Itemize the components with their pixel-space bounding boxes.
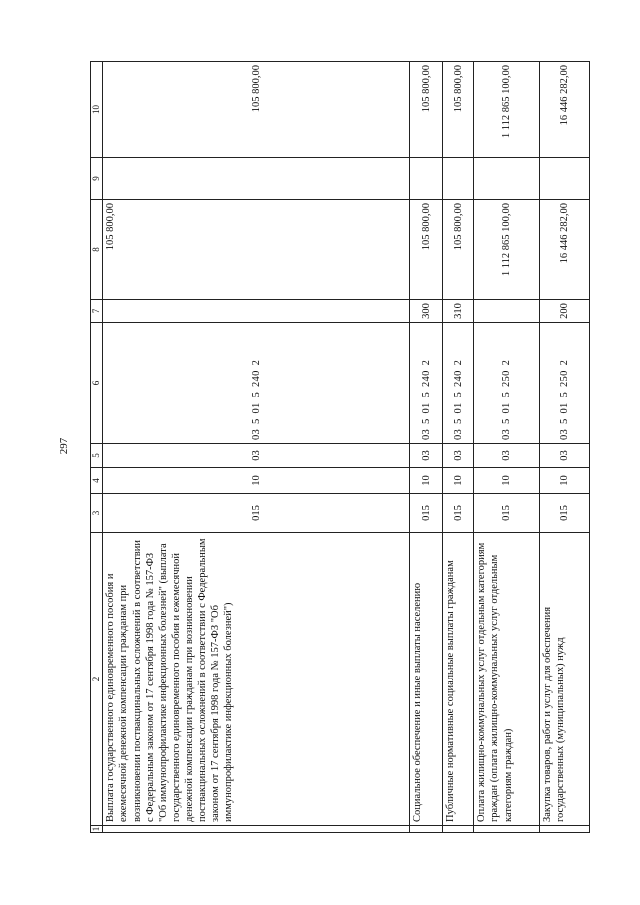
subsection-cell: 03 bbox=[540, 444, 590, 468]
code-cell: 015 bbox=[103, 494, 410, 533]
total-cell: 105 800,00 bbox=[103, 62, 410, 158]
row-index-cell bbox=[410, 826, 443, 833]
target-article-cell: 03 5 01 5 250 2 bbox=[474, 323, 540, 444]
header-cell: 4 bbox=[91, 468, 103, 494]
section-cell: 10 bbox=[540, 468, 590, 494]
table-row bbox=[103, 62, 410, 833]
row-index-cell bbox=[443, 826, 474, 833]
table-row bbox=[443, 62, 474, 833]
header-cell: 10 bbox=[91, 62, 103, 158]
code-cell: 015 bbox=[443, 494, 474, 533]
section-cell: 10 bbox=[103, 468, 410, 494]
header-row bbox=[91, 62, 103, 833]
expense-type-cell: 310 bbox=[443, 300, 474, 323]
header-cell: 9 bbox=[91, 158, 103, 200]
expense-type-cell: 200 bbox=[540, 300, 590, 323]
header-cell: 5 bbox=[91, 444, 103, 468]
description-cell: Выплата государственного единовременного пособия и ежемесячной денежной компенсации гражданам при возникновении поствакцинальных осложнений в соответствии с Федеральным законом от 17 сентября 1998 года № 157-ФЗ "Об иммунопрофилактике инфекционных болезней" (выплата государственного единовременного пособия и ежемесячной денежной компенсации гражданам при возникновении поствакцинальных осложнений в соответствии с Федеральным законом от 17 сентября 1998 года № 157-ФЗ "Об иммунопрофилактике инфекционных болезней") bbox=[103, 533, 410, 826]
amount-cell bbox=[474, 158, 540, 200]
amount-cell bbox=[410, 158, 443, 200]
row-index-cell bbox=[103, 826, 410, 833]
target-article-cell: 03 5 01 5 240 2 bbox=[443, 323, 474, 444]
section-cell: 10 bbox=[443, 468, 474, 494]
header-cell: 2 bbox=[91, 533, 103, 826]
amount-cell bbox=[443, 158, 474, 200]
header-cell: 8 bbox=[91, 200, 103, 300]
total-cell: 105 800,00 bbox=[443, 62, 474, 158]
amount-cell: 16 446 282,00 bbox=[540, 200, 590, 300]
total-cell: 1 112 865 100,00 bbox=[474, 62, 540, 158]
amount-cell: 105 800,00 bbox=[103, 200, 410, 300]
budget-table bbox=[90, 61, 590, 833]
rotated-table-frame bbox=[90, 62, 571, 833]
amount-cell: 105 800,00 bbox=[443, 200, 474, 300]
row-index-cell bbox=[474, 826, 540, 833]
code-cell: 015 bbox=[410, 494, 443, 533]
amount-cell bbox=[103, 158, 410, 200]
row-index-cell bbox=[540, 826, 590, 833]
description-cell: Публичные нормативные социальные выплаты гражданам bbox=[443, 533, 474, 826]
section-cell: 10 bbox=[410, 468, 443, 494]
section-cell: 10 bbox=[474, 468, 540, 494]
expense-type-cell bbox=[103, 300, 410, 323]
expense-type-cell: 300 bbox=[410, 300, 443, 323]
subsection-cell: 03 bbox=[443, 444, 474, 468]
total-cell: 105 800,00 bbox=[410, 62, 443, 158]
code-cell: 015 bbox=[540, 494, 590, 533]
subsection-cell: 03 bbox=[410, 444, 443, 468]
budget-table-container bbox=[90, 62, 571, 833]
total-cell: 16 446 282,00 bbox=[540, 62, 590, 158]
header-cell: 3 bbox=[91, 494, 103, 533]
header-cell: 1 bbox=[91, 826, 101, 832]
table-row bbox=[410, 62, 443, 833]
description-cell: Социальное обеспечение и иные выплаты населению bbox=[410, 533, 443, 826]
header-cell: 7 bbox=[91, 300, 103, 323]
amount-cell bbox=[540, 158, 590, 200]
expense-type-cell bbox=[474, 300, 540, 323]
table-row bbox=[474, 62, 540, 833]
header-cell: 6 bbox=[91, 323, 103, 444]
amount-cell: 105 800,00 bbox=[410, 200, 443, 300]
page-number: 297 bbox=[58, 437, 70, 455]
description-cell: Закупка товаров, работ и услуг для обеспечения государственных (муниципальных) нужд bbox=[540, 533, 590, 826]
target-article-cell: 03 5 01 5 240 2 bbox=[103, 323, 410, 444]
code-cell: 015 bbox=[474, 494, 540, 533]
target-article-cell: 03 5 01 5 240 2 bbox=[410, 323, 443, 444]
target-article-cell: 03 5 01 5 250 2 bbox=[540, 323, 590, 444]
subsection-cell: 03 bbox=[103, 444, 410, 468]
subsection-cell: 03 bbox=[474, 444, 540, 468]
table-row bbox=[540, 62, 590, 833]
description-cell: Оплата жилищно-коммунальных услуг отдельным категориям граждан (оплата жилищно-коммунальных услуг отдельным категориям граждан) bbox=[474, 533, 540, 826]
amount-cell: 1 112 865 100,00 bbox=[474, 200, 540, 300]
